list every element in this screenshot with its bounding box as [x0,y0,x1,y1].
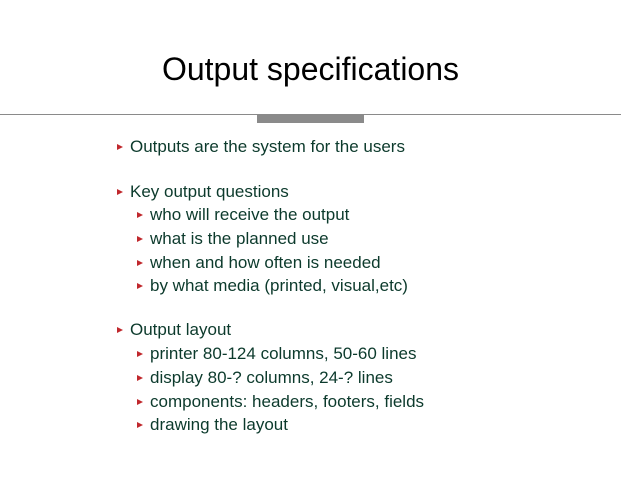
bullet-text: Key output questions [130,182,289,201]
bullet-item [117,182,289,202]
sub-bullet-item [137,415,288,435]
sub-bullet-text: what is the planned use [150,229,329,248]
sub-bullet-text: who will receive the output [150,205,350,224]
triangle-bullet-icon [117,327,123,333]
sub-bullet-item [137,205,349,225]
triangle-bullet-icon [137,236,143,242]
sub-bullet-text: drawing the layout [150,415,288,434]
bullet-text: Output layout [130,320,232,339]
triangle-bullet-icon [137,422,143,428]
triangle-bullet-icon [137,212,143,218]
sub-bullet-text: by what media (printed, visual,etc) [150,276,408,295]
sub-bullet-item [137,344,416,364]
slide-title: Output specifications [161,51,460,87]
triangle-bullet-icon [137,351,143,357]
triangle-bullet-icon [137,375,143,381]
sub-bullet-item [137,229,329,249]
sub-bullet-item [137,253,381,273]
sub-bullet-item [137,368,393,388]
triangle-bullet-icon [117,189,123,195]
sub-bullet-text: when and how often is needed [150,253,381,272]
sub-bullet-text: components: headers, footers, fields [150,392,425,411]
triangle-bullet-icon [137,283,143,289]
sub-bullet-text: display 80-? columns, 24-? lines [150,368,393,387]
bullet-text: Outputs are the system for the users [130,137,405,156]
sub-bullet-text: printer 80-124 columns, 50-60 lines [150,344,417,363]
bullet-item [117,137,405,157]
sub-bullet-item [137,392,424,412]
triangle-bullet-icon [137,399,143,405]
bullet-item [117,320,231,340]
sub-bullet-item [137,276,408,296]
triangle-bullet-icon [117,144,123,150]
triangle-bullet-icon [137,260,143,266]
